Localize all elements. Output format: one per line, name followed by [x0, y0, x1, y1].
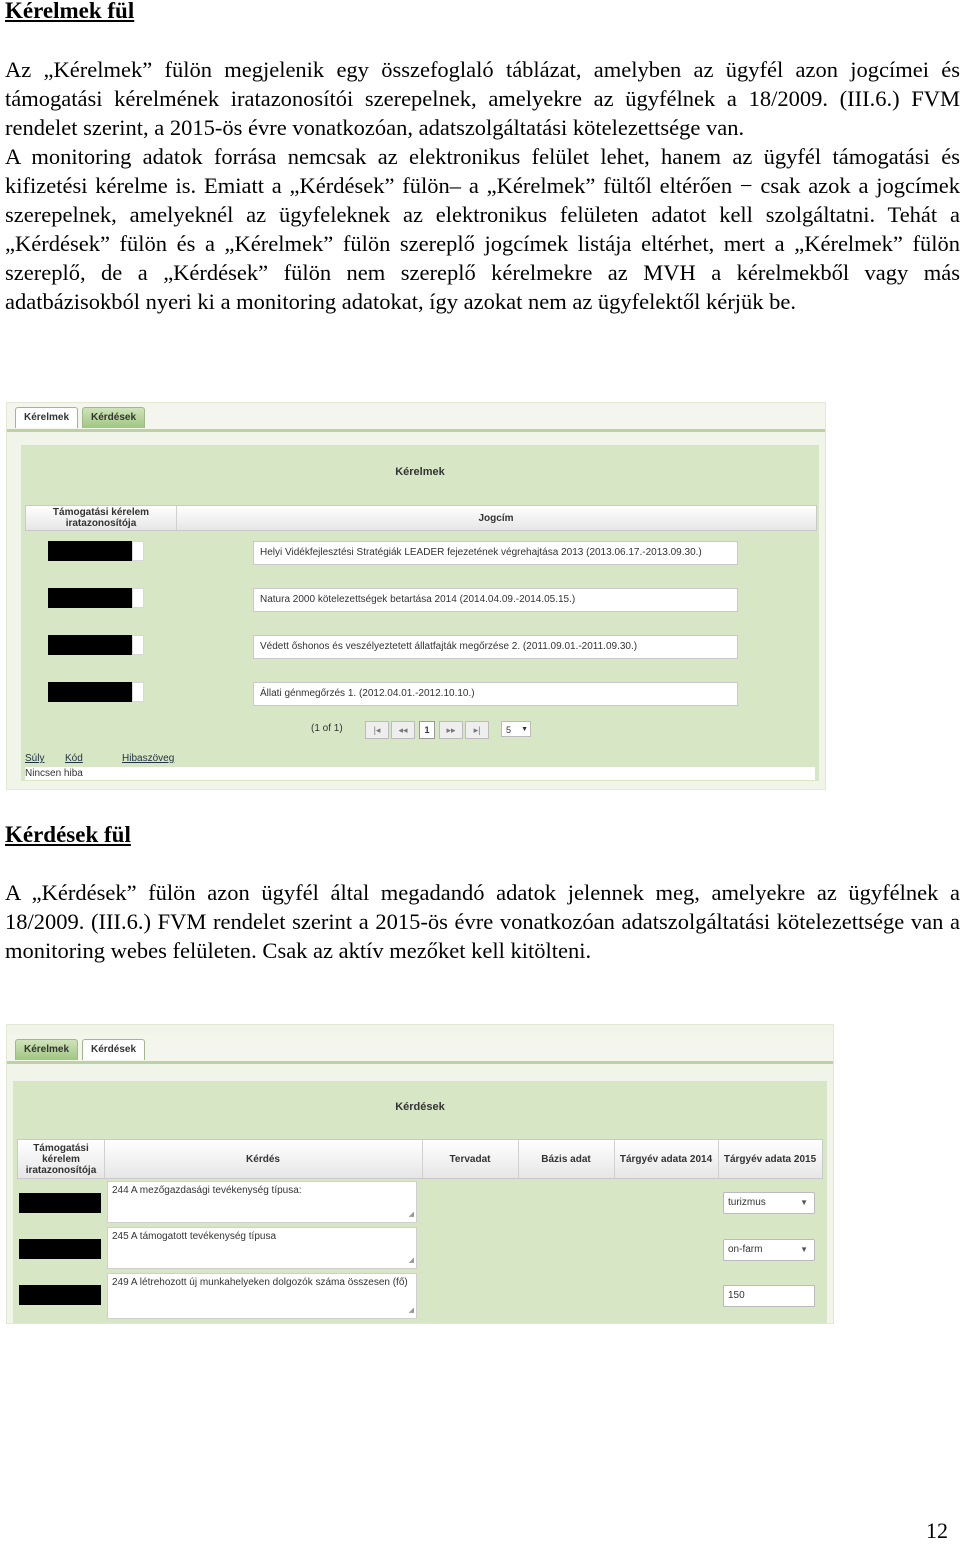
- id-field-edge: [132, 588, 144, 608]
- id-field-edge: [132, 541, 144, 561]
- col-bazis-adat: Bázis adat: [518, 1140, 615, 1178]
- prev-page-button[interactable]: ◂◂: [391, 721, 415, 739]
- kerelmek-panel: [21, 445, 819, 781]
- redacted-id: [48, 635, 132, 655]
- col-tervadat: Tervadat: [422, 1140, 519, 1178]
- table-header: [25, 505, 817, 531]
- table-header: [17, 1139, 823, 1179]
- section1-paragraph-2: A monitoring adatok forrása nemcsak az elektronikus felület lehet, hanem az ügyfél támogatási és kifizetési kérelme is. Emiatt a „Kérdések” fülön– a „Kérelmek” fültől eltérően − csak azok a jogcímek szerepelnek, amelyeknél az ügyfeleknek az elektronikus felületen adatot kell szolgáltatni. Tehát a „Kérdések” fülön és a „Kérelmek” fülön szereplő jogcímek listája eltérhet, mert a „Kérelmek” fülön szereplő, de a „Kérdések” fülön nem szereplő kérelmekre az MVH a kérelmekből vagy más adatbázisokból nyeri ki a monitoring adatokat, így azokat nem az ügyfelektől kérjük be.: [5, 144, 960, 314]
- tab-strip: [7, 403, 825, 432]
- id-field-edge: [132, 635, 144, 655]
- section-title-kerdesek: Kérdések fül: [5, 822, 131, 847]
- resize-handle-icon[interactable]: ◢: [408, 1307, 414, 1314]
- tab-kerelmek[interactable]: Kérelmek: [15, 1039, 78, 1060]
- page-number: 12: [926, 1518, 948, 1543]
- table-row: Állati génmegőrzés 1. (2012.04.01.-2012.10.10.): [253, 682, 738, 706]
- table-row: Helyi Vidékfejlesztési Stratégiák LEADER fejezetének végrehajtása 2013 (2013.06.17.-2013.09.30.): [253, 541, 738, 565]
- last-page-button[interactable]: ▸|: [465, 721, 489, 739]
- chevron-down-icon: ▼: [800, 1198, 808, 1207]
- chevron-down-icon: ▼: [800, 1245, 808, 1254]
- col-targyev-2014: Tárgyév adata 2014: [614, 1140, 719, 1178]
- resize-handle-icon[interactable]: ◢: [408, 1257, 414, 1264]
- redacted-id: [19, 1239, 101, 1259]
- question-label: 249 A létrehozott új munkahelyeken dolgozók száma összesen (fő): [112, 1277, 408, 1288]
- page-size-value: 5: [506, 725, 512, 735]
- tab-strip: [7, 1035, 833, 1064]
- resize-handle-icon[interactable]: ◢: [408, 1211, 414, 1218]
- col-iratazonosito: Támogatási kérelem iratazonosítója: [26, 506, 177, 530]
- panel-title: Kérdések: [395, 1101, 445, 1113]
- section1-text: [5, 55, 960, 316]
- question-text: [107, 1273, 417, 1319]
- answer-select[interactable]: [723, 1239, 815, 1261]
- section2-text: [5, 878, 960, 965]
- col-jogcim: Jogcím: [478, 512, 514, 524]
- redacted-id: [48, 541, 132, 561]
- paginator: [311, 721, 541, 739]
- error-col-suly[interactable]: Súly: [25, 753, 45, 764]
- answer-input[interactable]: 150: [723, 1285, 815, 1307]
- error-message: Nincsen hiba: [25, 767, 815, 780]
- first-page-button[interactable]: |◂: [365, 721, 389, 739]
- kerdesek-screenshot: [6, 1024, 834, 1324]
- answer-select-value: turizmus: [728, 1197, 766, 1208]
- redacted-id: [48, 682, 132, 702]
- id-field-edge: [132, 682, 144, 702]
- tab-kerdesek[interactable]: Kérdések: [82, 407, 145, 428]
- section2-paragraph-1: A „Kérdések” fülön azon ügyfél által megadandó adatok jelennek meg, amelyekre az ügyfélnek a 18/2009. (III.6.) FVM rendelet szerint a 2015-ös évre vonatkozóan adatszolgáltatási kötelezettsége van a monitoring webes felületen. Csak az aktív mezőket kell kitölteni.: [5, 880, 960, 963]
- error-col-kod[interactable]: Kód: [65, 753, 83, 764]
- section1-paragraph-1: Az „Kérelmek” fülön megjelenik egy összefoglaló táblázat, amelyben az ügyfél azon jogcímei és támogatási kérelmének iratazonosítói szerepelnek, amelyekre az ügyfélnek a 18/2009. (III.6.) FVM rendelet szerint, a 2015-ös évre vonatkozóan, adatszolgáltatási kötelezettsége van.: [5, 57, 960, 140]
- redacted-id: [19, 1285, 101, 1305]
- panel-title: Kérelmek: [395, 466, 445, 478]
- kerdesek-panel: [13, 1081, 827, 1323]
- col-kerdes: Kérdés: [104, 1140, 423, 1178]
- table-row: Védett őshonos és veszélyeztetett állatfajták megőrzése 2. (2011.09.01.-2011.09.30.): [253, 635, 738, 659]
- col-targyev-2015: Tárgyév adata 2015: [723, 1153, 817, 1165]
- question-text: [107, 1181, 417, 1223]
- error-col-hibaszoveg[interactable]: Hibaszöveg: [122, 753, 175, 764]
- next-page-button[interactable]: ▸▸: [439, 721, 463, 739]
- col-iratazonosito: Támogatási kérelem iratazonosítója: [18, 1140, 105, 1178]
- answer-select[interactable]: [723, 1192, 815, 1214]
- redacted-id: [48, 588, 132, 608]
- redacted-id: [19, 1193, 101, 1213]
- question-label: 244 A mezőgazdasági tevékenység típusa:: [112, 1185, 302, 1196]
- chevron-down-icon: ▼: [521, 726, 528, 733]
- kerelmek-screenshot: [6, 402, 826, 790]
- question-text: [107, 1227, 417, 1269]
- tab-kerelmek[interactable]: Kérelmek: [15, 407, 78, 428]
- question-label: 245 A támogatott tevékenység típusa: [112, 1231, 277, 1242]
- page-1-button[interactable]: 1: [419, 721, 435, 739]
- section-title-kerelmek: Kérelmek fül: [5, 0, 135, 23]
- answer-select-value: on-farm: [728, 1244, 763, 1255]
- page-info: (1 of 1): [311, 723, 343, 734]
- table-row: Natura 2000 kötelezettségek betartása 2014 (2014.04.09.-2014.05.15.): [253, 588, 738, 612]
- tab-kerdesek[interactable]: Kérdések: [82, 1039, 145, 1060]
- page-size-select[interactable]: [501, 721, 531, 737]
